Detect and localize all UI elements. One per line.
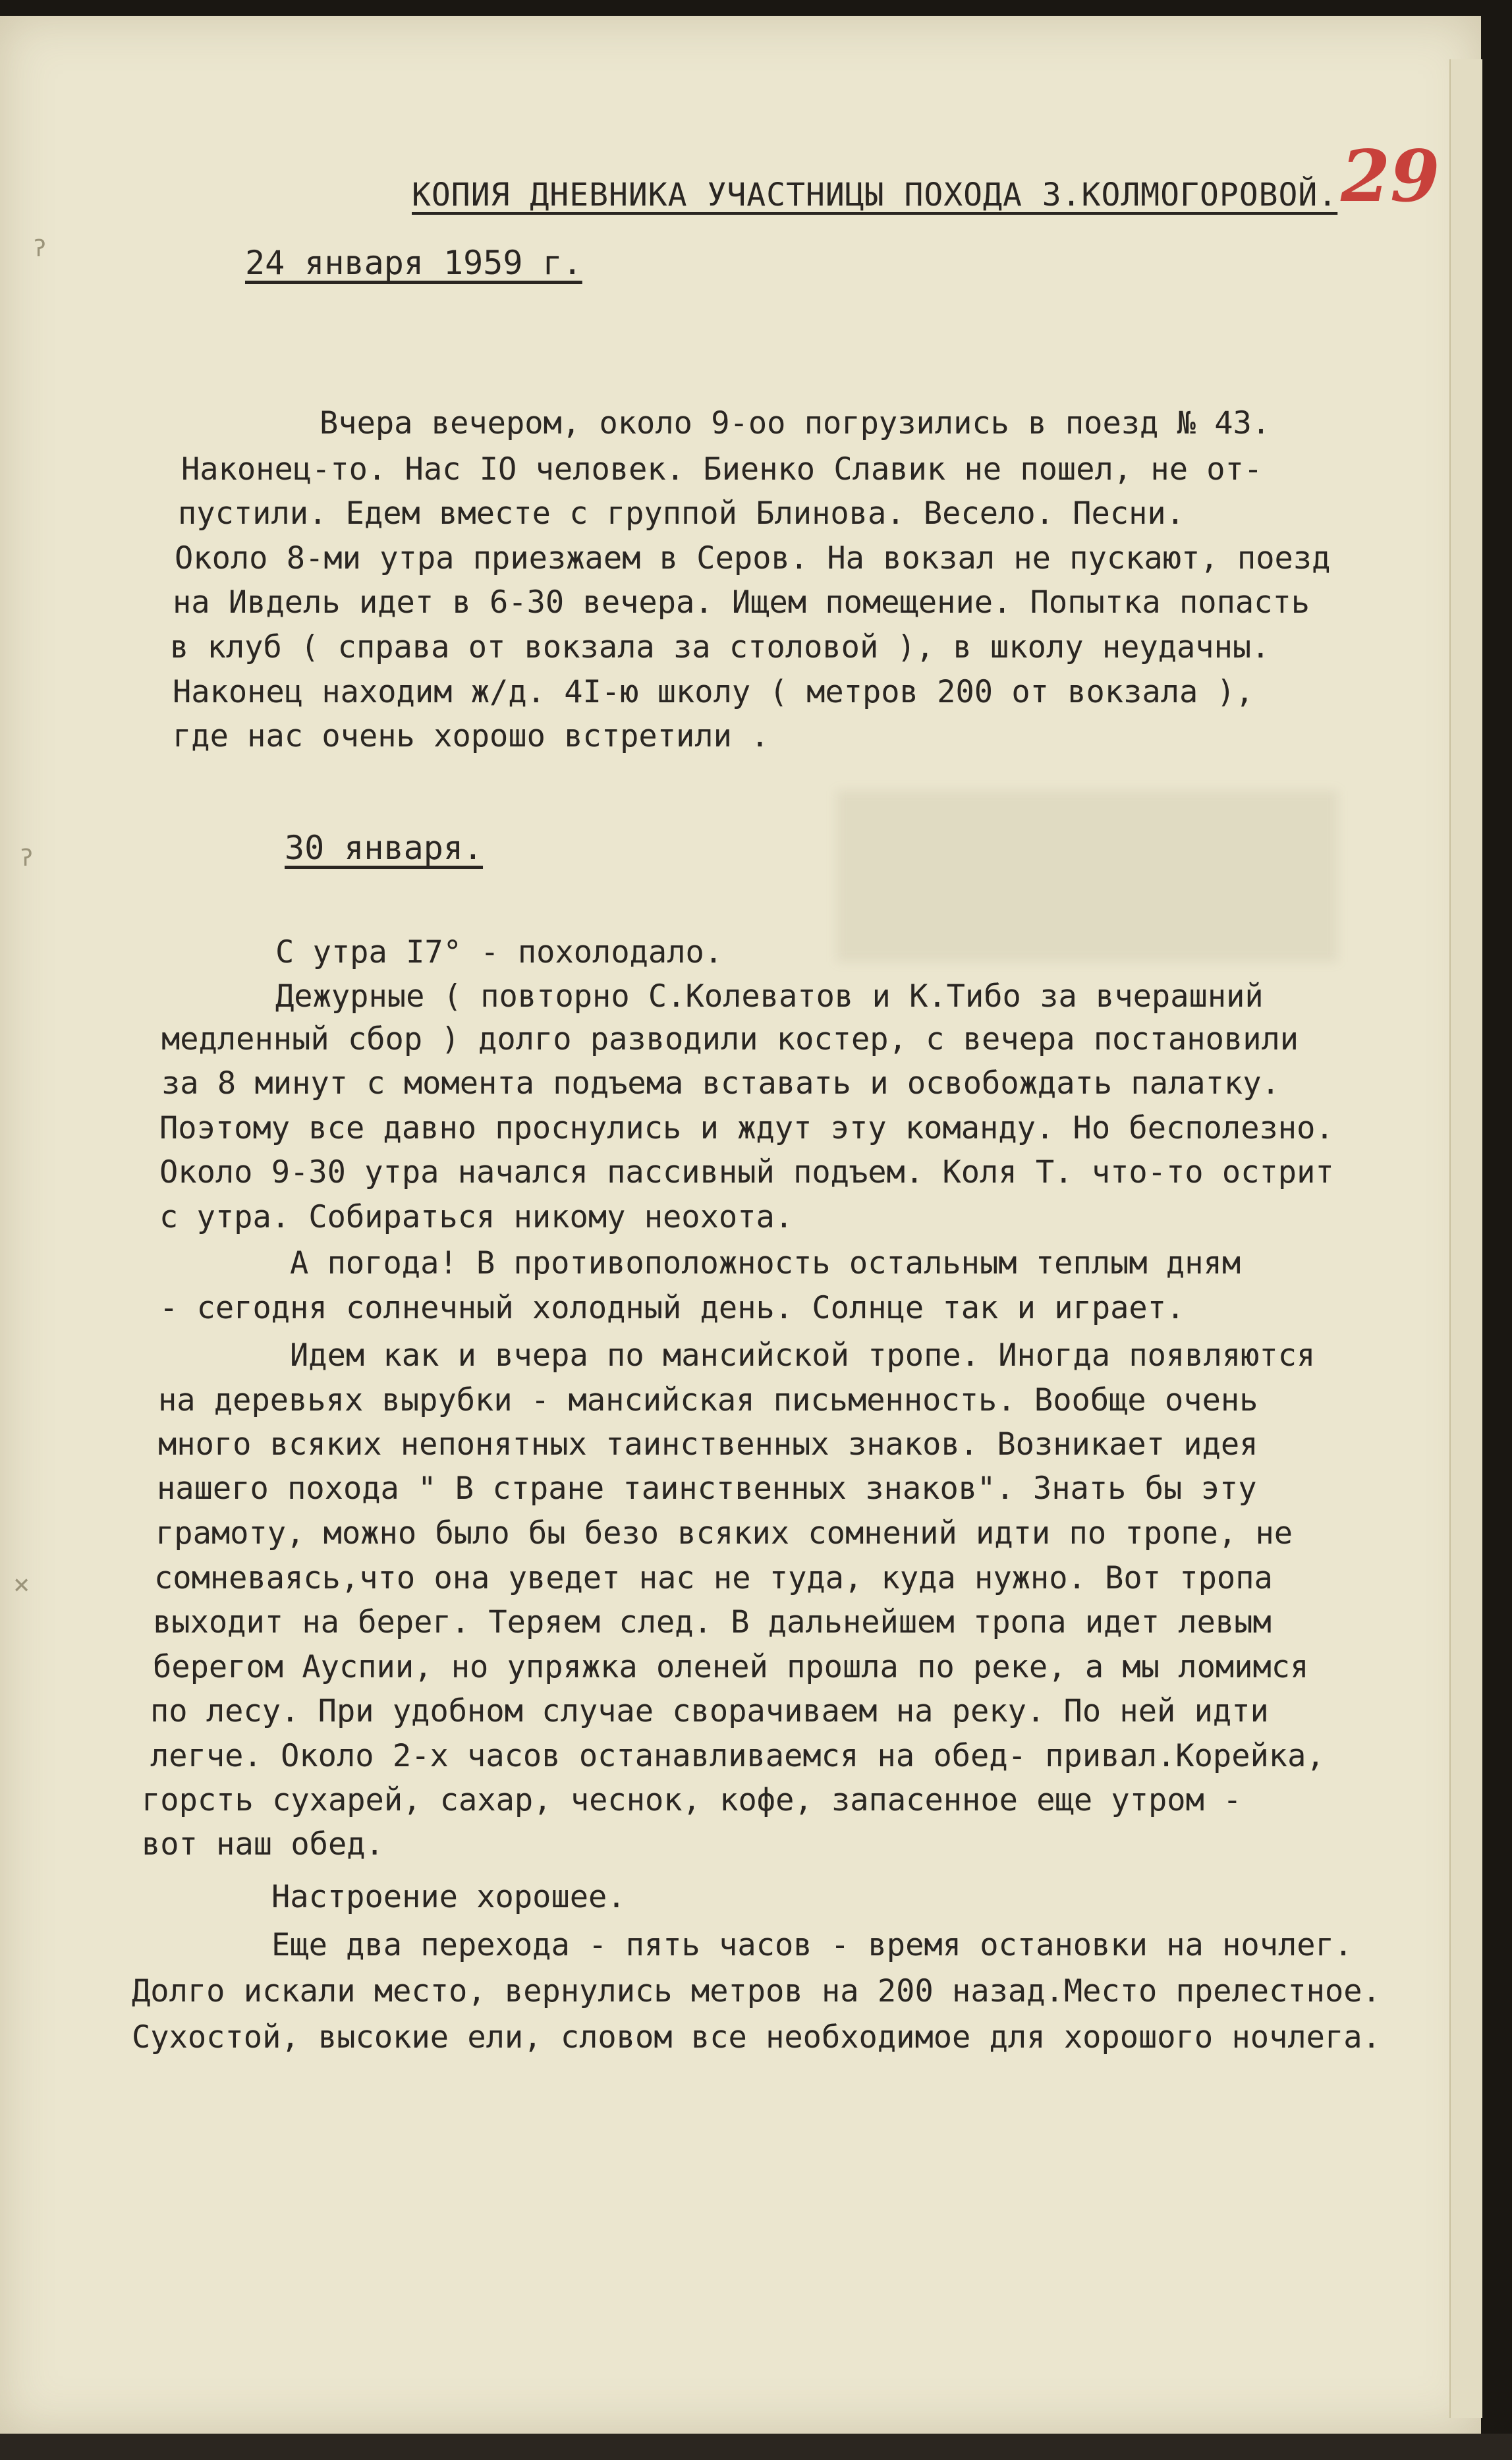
scan-border xyxy=(0,2434,1512,2460)
text-line: Еще два перехода - пять часов - время остановки на ночлег. xyxy=(271,1927,1353,1963)
text-line: на Ивдель идет в 6-30 вечера. Ищем помещение. Попытка попасть xyxy=(173,584,1310,621)
text-line: Вчера вечером, около 9-оо погрузились в поезд № 43. xyxy=(320,405,1271,441)
margin-mark: × xyxy=(13,1568,30,1600)
text-line: за 8 минут с момента подъема вставать и освобождать палатку. xyxy=(161,1065,1280,1102)
text-line: пустили. Едем вместе с группой Блинова. Весело. Песни. xyxy=(178,495,1185,532)
text-line: с утра. Собираться никому неохота. xyxy=(159,1199,794,1235)
entry-date-2: 30 января. xyxy=(285,829,484,867)
text-line: вот наш обед. xyxy=(142,1826,384,1862)
text-line: Дежурные ( повторно С.Колеватов и К.Тибо за вчерашний xyxy=(275,978,1264,1015)
text-line: Поэтому все давно проснулись и ждут эту команду. Но бесполезно. xyxy=(159,1110,1334,1146)
page-edge xyxy=(1449,59,1482,2418)
text-line: Наконец-то. Нас IO человек. Биенко Славик не пошел, не от- xyxy=(181,451,1263,488)
text-line: нашего похода " В стране таинственных знаков". Знать бы эту xyxy=(157,1470,1257,1507)
text-line: берегом Ауспии, но упряжка оленей прошла по реке, а мы ломимся xyxy=(153,1649,1309,1685)
text-line: выходит на берег. Теряем след. В дальнейшем тропа идет левым xyxy=(153,1604,1272,1640)
text-line: много всяких непонятных таинственных знаков. Возникает идея xyxy=(158,1426,1258,1463)
text-line: Идем как и вчера по мансийской тропе. Иногда появляются xyxy=(290,1337,1316,1374)
text-line: грамоту, можно было бы безо всяких сомнений идти по тропе, не xyxy=(155,1515,1293,1551)
text-line: на деревьях вырубки - мансийская письменность. Вообще очень xyxy=(158,1382,1258,1418)
folio-number: 29 xyxy=(1341,135,1440,218)
text-line: где нас очень хорошо встретили . xyxy=(173,718,770,754)
text-line: Около 9-30 утра начался пассивный подъем. Коля Т. что-то острит xyxy=(159,1154,1334,1190)
text-line: Около 8-ми утра приезжаем в Серов. На вокзал не пускают, поезд xyxy=(175,540,1331,576)
text-line: медленный сбор ) долго разводили костер, с вечера постановили xyxy=(161,1021,1299,1057)
margin-mark: ॽ xyxy=(33,231,46,263)
faded-ink-area xyxy=(837,791,1337,962)
text-line: Наконец находим ж/д. 4I-ю школу ( метров 200 от вокзала ), xyxy=(173,674,1254,710)
entry-date-1: 24 января 1959 г. xyxy=(245,244,582,282)
text-line: по лесу. При удобном случае сворачиваем на реку. По ней идти xyxy=(150,1693,1269,1729)
text-line: сомневаясь,что она уведет нас не туда, куда нужно. Вот тропа xyxy=(154,1560,1273,1596)
margin-mark: ॽ xyxy=(20,840,33,872)
text-line: горсть сухарей, сахар, чеснок, кофе, запасенное еще утром - xyxy=(142,1782,1242,1818)
text-line: Сухостой, высокие ели, словом все необходимое для хорошого ночлега. xyxy=(132,2019,1381,2055)
text-line: А погода! В противоположность остальным теплым дням xyxy=(290,1245,1241,1281)
text-line: С утра I7° - похолодало. xyxy=(275,934,723,970)
text-line: - сегодня солнечный холодный день. Солнце так и играет. xyxy=(159,1290,1185,1326)
document-title: КОПИЯ ДНЕВНИКА УЧАСТНИЦЫ ПОХОДА З.КОЛМОГОРОВОЙ. xyxy=(412,177,1338,213)
text-line: Настроение хорошее. xyxy=(271,1879,626,1915)
text-line: Долго искали место, вернулись метров на 200 назад.Место прелестное. xyxy=(132,1973,1381,2009)
text-line: легче. Около 2-х часов останавливаемся на обед- привал.Корейка, xyxy=(150,1738,1325,1774)
text-line: в клуб ( справа от вокзала за столовой ), в школу неудачны. xyxy=(170,629,1270,665)
